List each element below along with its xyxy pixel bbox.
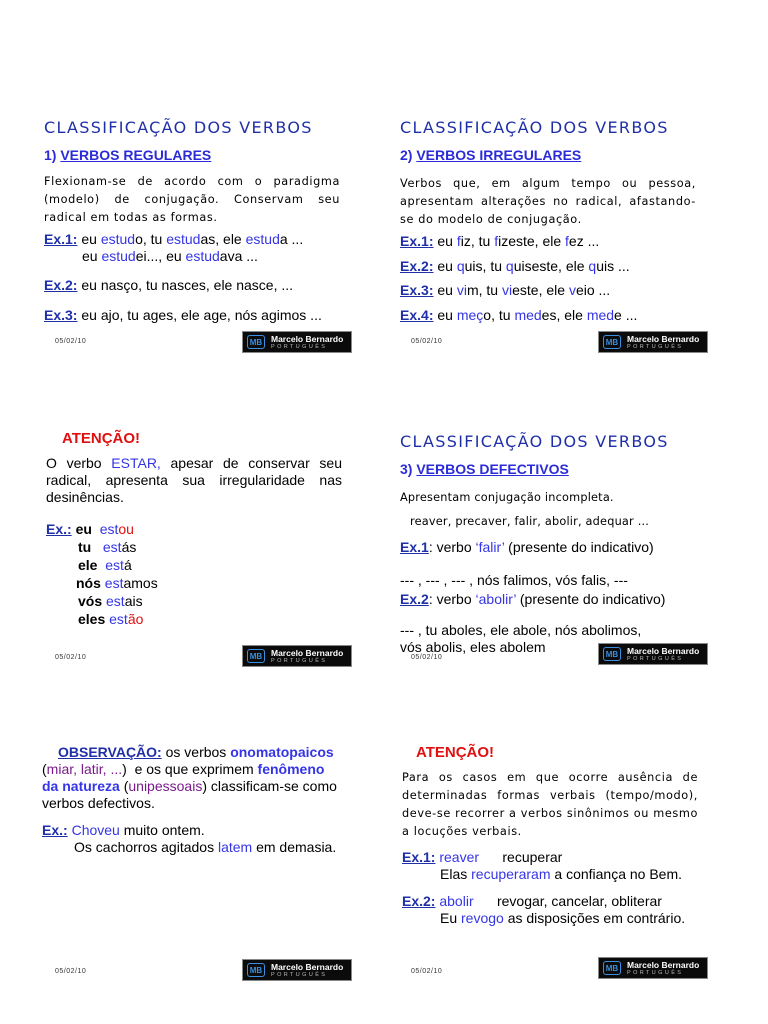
example-1: Ex.1: eu estudo, tu estudas, ele estuda ... — [44, 231, 304, 247]
slide-subtitle: 1) VERBOS REGULARES — [44, 147, 212, 163]
slide-description: Para os casos em que ocorre ausência de determinadas formas verbais (tempo/modo), deve-se recorrer a verbos sinônimos ou mesmo a locuções verbais. — [402, 771, 698, 838]
slide-date: 05/02/10 — [55, 654, 87, 661]
conj-line: ele está — [78, 557, 132, 573]
slide-description: Verbos que, em algum tempo ou pessoa, apresentam alterações no radical, afastando-se do modelo de conjugação. — [400, 177, 696, 226]
slide-title: CLASSIFICAÇÃO DOS VERBOS — [400, 118, 669, 137]
example-2-conjugation-2: vós abolis, eles abolem — [400, 639, 546, 655]
defective-verbs-list: reaver, precaver, falir, abolir, adequar ... — [410, 515, 650, 528]
slide-date: 05/02/10 — [411, 654, 443, 661]
conj-line: nós estamos — [76, 575, 158, 591]
example-1: Ex.1: verbo ‘falir’ (presente do indicativo) — [400, 539, 654, 555]
conjugation-estar — [46, 520, 342, 628]
example-3: Ex.3: eu vim, tu vieste, ele veio ... — [400, 282, 611, 298]
example-2-conjugation-1: --- , tu aboles, ele abole, nós abolimos, — [400, 622, 642, 638]
conj-line: vós estais — [78, 593, 143, 609]
slide-date: 05/02/10 — [55, 968, 87, 975]
example-3: Ex.3: eu ajo, tu ages, ele age, nós agimos ... — [44, 307, 322, 323]
example-2: Ex.2: verbo ‘abolir’ (presente do indicativo) — [400, 591, 666, 607]
conj-line: Ex.: eu estou — [46, 521, 134, 537]
slide-date: 05/02/10 — [411, 968, 443, 975]
slide-subtitle: 2) VERBOS IRREGULARES — [400, 147, 582, 163]
example: Ex.: Choveu muito ontem. Os cachorros agitados latem em demasia. — [42, 822, 337, 855]
logo-mark-icon: MB — [247, 649, 265, 663]
logo-mark-icon: MB — [247, 335, 265, 349]
author-logo: MB Marcelo Bernardo PORTUGUÊS — [242, 331, 352, 353]
slide-verbos-defectivos — [400, 432, 740, 656]
logo-mark-icon: MB — [247, 963, 265, 977]
example-1: Ex.1: eu fiz, tu fizeste, ele fez ... — [400, 233, 600, 249]
author-logo: MB Marcelo Bernardo PORTUGUÊS — [598, 957, 708, 979]
conj-line: tu estás — [78, 539, 137, 555]
example-2: Ex.2: abolir revogar, cancelar, obliterar Eu revogo as disposições em contrário. — [402, 893, 686, 926]
slide-verbos-regulares — [44, 118, 384, 324]
example-1-line-2: eu estudei..., eu estudava ... — [82, 248, 258, 264]
logo-mark-icon: MB — [603, 335, 621, 349]
slide-verbos-irregulares — [400, 118, 740, 324]
slide-description: Flexionam-se de acordo com o paradigma (modelo) de conjugação. Conservam seu radical em todas as formas. — [44, 175, 340, 224]
slide-subtitle: 3) VERBOS DEFECTIVOS — [400, 461, 569, 477]
slide-description: Apresentam conjugação incompleta. — [400, 491, 614, 504]
author-logo: MB Marcelo Bernardo PORTUGUÊS — [242, 959, 352, 981]
example-2: Ex.2: eu nasço, tu nasces, ele nasce, ... — [44, 277, 294, 293]
example-1: Ex.1: reaver recuperar Elas recuperaram a confiança no Bem. — [402, 849, 683, 882]
slide-title: CLASSIFICAÇÃO DOS VERBOS — [44, 118, 313, 137]
slide-date: 05/02/10 — [411, 338, 443, 345]
example-4: Ex.4: eu meço, tu medes, ele mede ... — [400, 307, 638, 323]
author-logo: MB Marcelo Bernardo PORTUGUÊS — [598, 331, 708, 353]
slide-atencao-estar — [46, 430, 342, 628]
conj-line: eles estão — [78, 611, 144, 627]
slide-text: O verbo ESTAR, apesar de conservar seu radical, apresenta sua irregularidade nas desinências. — [46, 455, 342, 505]
logo-mark-icon: MB — [603, 961, 621, 975]
author-logo: MB Marcelo Bernardo PORTUGUÊS — [598, 643, 708, 665]
attention-heading: ATENÇÃO! — [62, 430, 141, 447]
example-2: Ex.2: eu quis, tu quiseste, ele quis ... — [400, 258, 630, 274]
author-logo: MB Marcelo Bernardo PORTUGUÊS — [242, 645, 352, 667]
slide-atencao-sinonimos — [402, 744, 698, 927]
logo-mark-icon: MB — [603, 647, 621, 661]
attention-heading: ATENÇÃO! — [416, 744, 495, 761]
slide-title: CLASSIFICAÇÃO DOS VERBOS — [400, 432, 669, 451]
slide-date: 05/02/10 — [55, 338, 87, 345]
example-1-conjugation: --- , --- , --- , nós falimos, vós falis, --- — [400, 572, 628, 588]
